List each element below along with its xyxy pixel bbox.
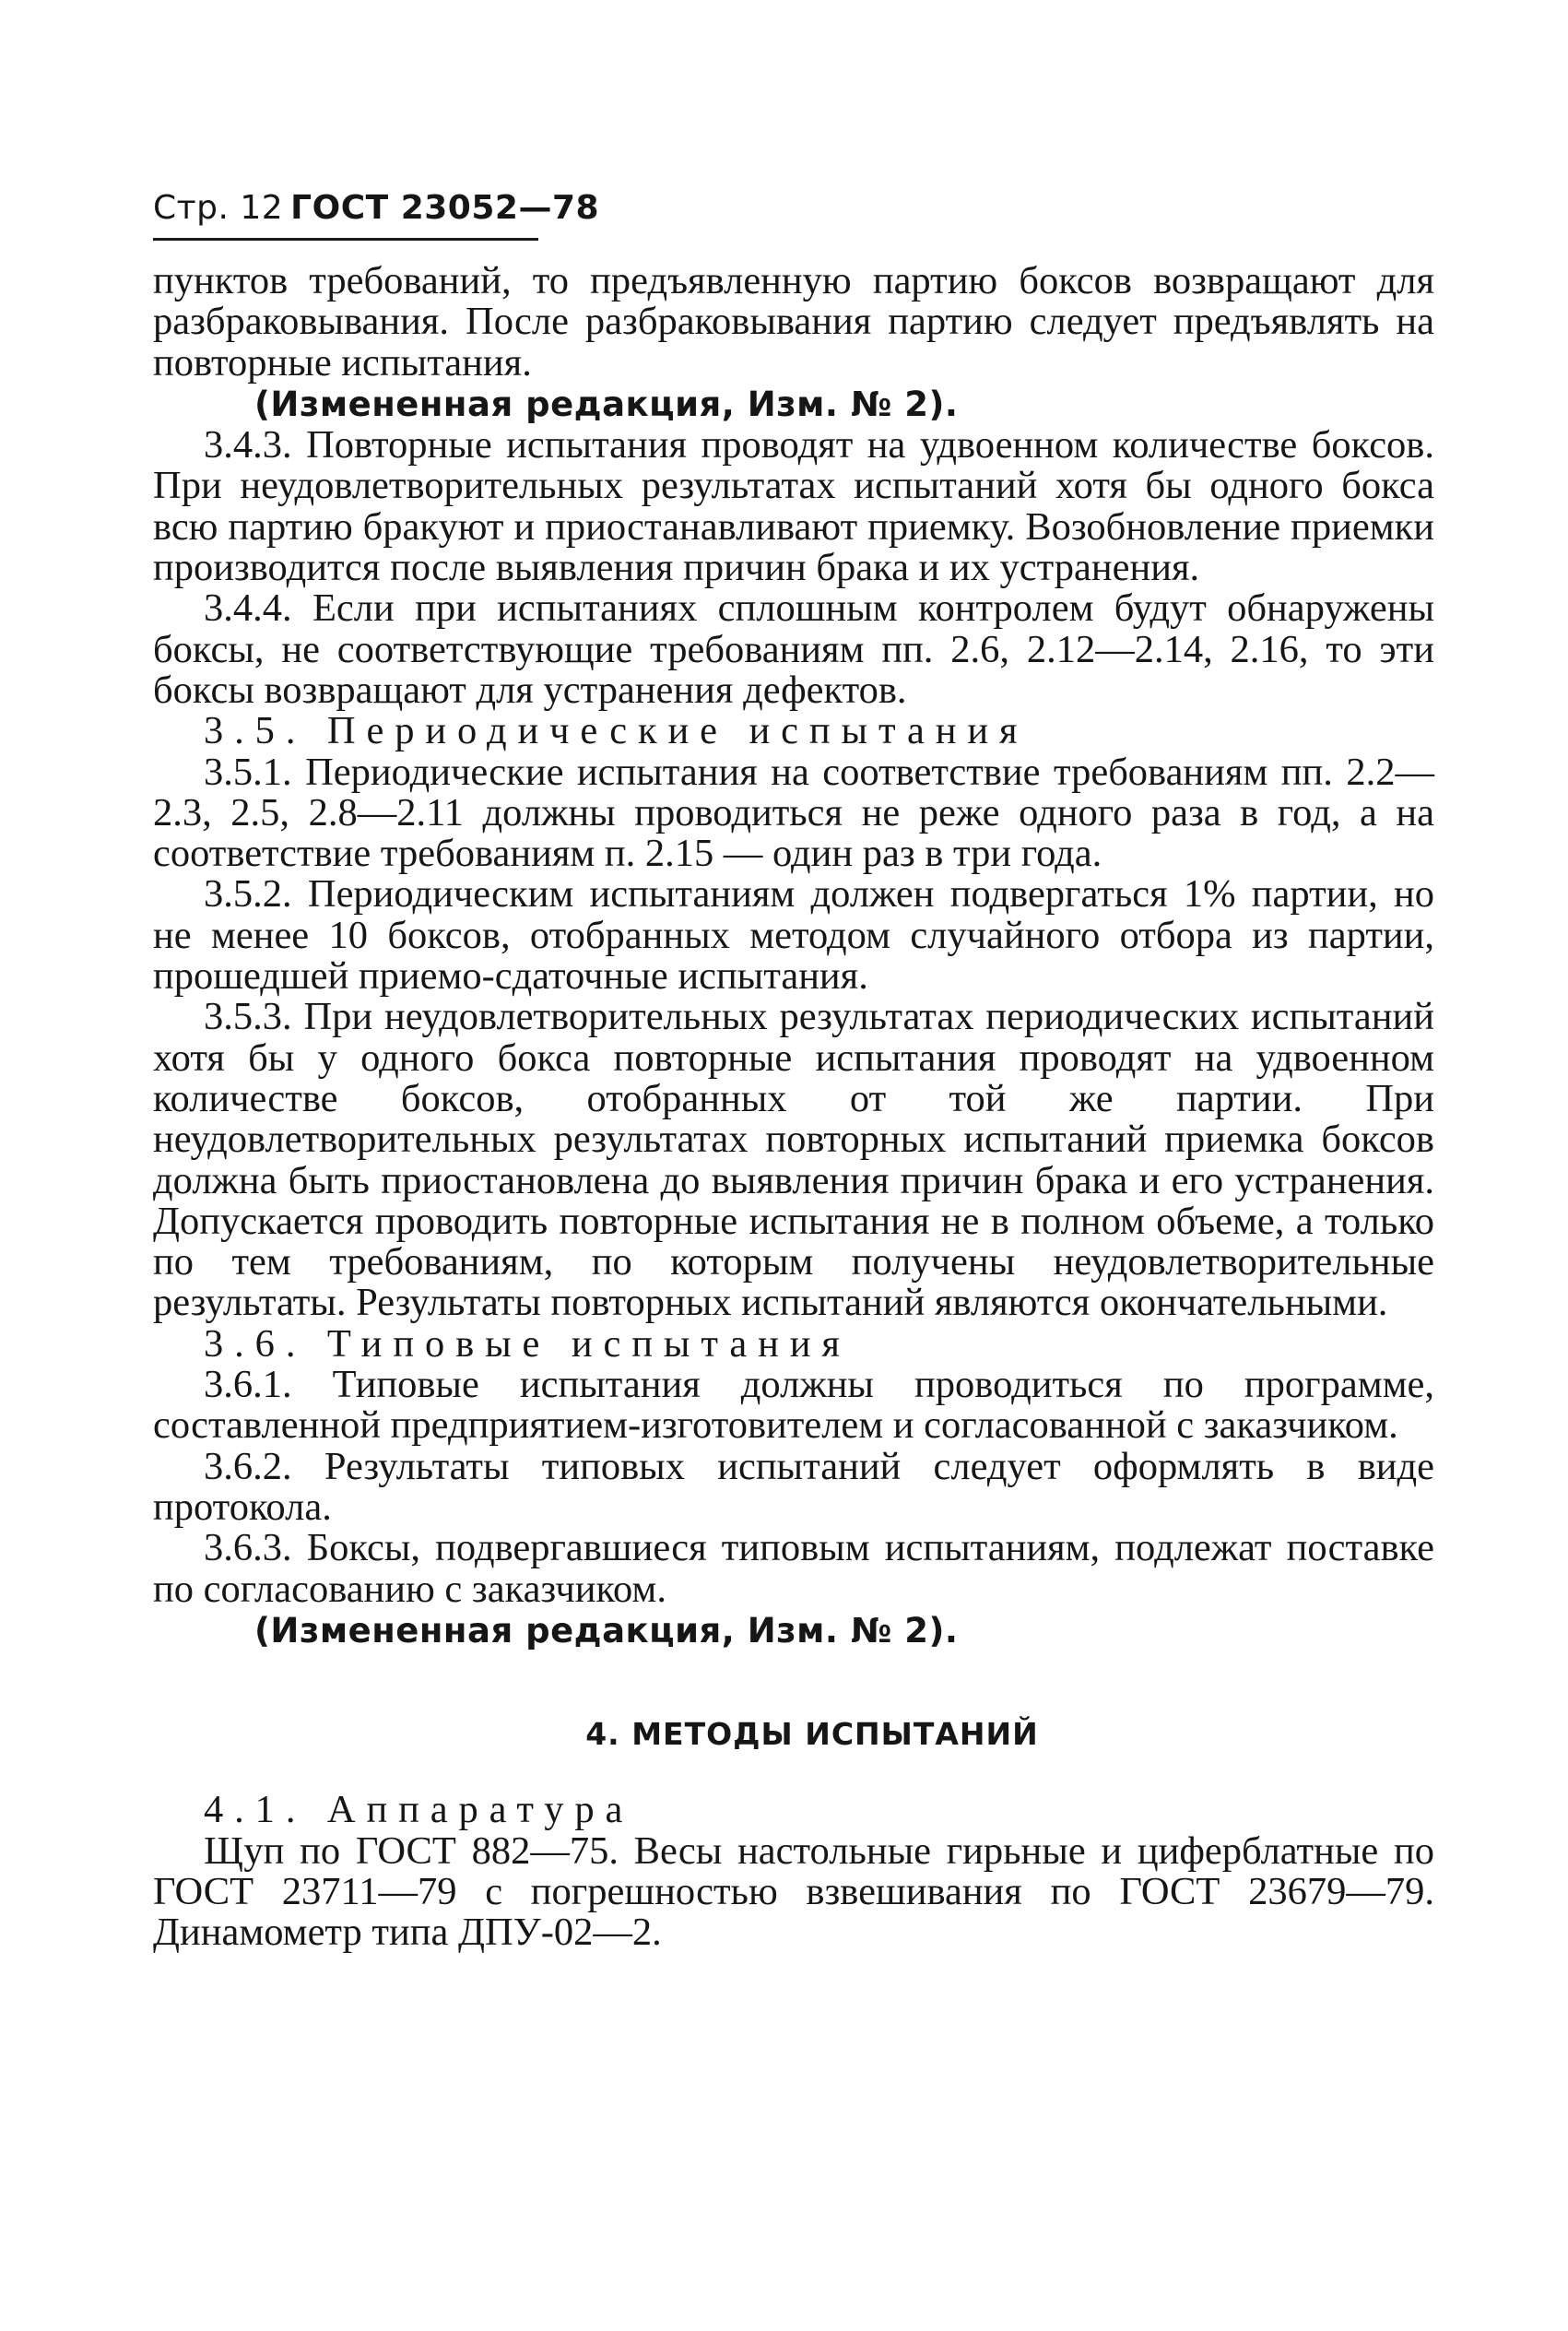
heading-3-6 <box>153 1321 1434 1366</box>
amendment-note <box>153 384 1434 425</box>
heading-3-5 <box>153 711 1434 751</box>
amendment-note-2-text: (Измененная редакция, Изм. № 2). <box>254 1610 959 1651</box>
heading-3-5-text: 3.5. Периодические испытания <box>204 709 1029 753</box>
page-header <box>153 188 599 229</box>
section-4-title: 4. МЕТОДЫ ИСПЫТАНИЙ <box>585 1716 1039 1753</box>
clause-3-4-3: 3.4.3. Повторные испытания проводят на удвоенном количестве боксов. При неудовлетворительных результатах испытаний хотя бы одного бокса всю партию бракуют и приостанавливают приемку. Возобновление приемки производится после выявления причин брака и их устранения. <box>153 423 1434 590</box>
header-rule <box>153 238 538 241</box>
heading-3-6-text: 3.6. Типовые испытания <box>204 1321 851 1366</box>
heading-4-1 <box>153 1790 1434 1830</box>
amendment-note-2 <box>153 1610 1434 1651</box>
document-body <box>153 261 1434 1954</box>
heading-4-1-text: 4.1. Аппаратура <box>204 1788 634 1832</box>
clause-3-5-1: 3.5.1. Периодические испытания на соответствие требованиям пп. 2.2—2.3, 2.5, 2.8—2.11 должны проводиться не реже одного раза в год, а на соответствие требованиям п. 2.15 — один раз в три года. <box>153 750 1434 876</box>
clause-3-5-2: 3.5.2. Периодическим испытаниям должен подвергаться 1% партии, но не менее 10 боксов, отобранных методом случайного отбора из партии, прошедшей приемо-сдаточные испытания. <box>153 872 1434 999</box>
page-number: Стр. 12 <box>153 189 284 227</box>
clause-3-6-2: 3.6.2. Результаты типовых испытаний следует оформлять в виде протокола. <box>153 1444 1434 1529</box>
clause-3-6-3: 3.6.3. Боксы, подвергавшиеся типовым испытаниям, подлежат поставке по согласованию с заказчиком. <box>153 1526 1434 1611</box>
paragraph-continuation: пунктов требований, то предъявленную партию боксов возвращают для разбраковывания. После разбраковывания партию следует предъявлять на повторные испытания. <box>153 259 1434 385</box>
clause-3-5-3: 3.5.3. При неудовлетворительных результатах периодических испытаний хотя бы у одного бокса повторные испытания проводят на удвоенном количестве боксов, отобранных от той же партии. При неудовлетворительных результатах повторных испытаний приемка боксов должна быть приостановлена до выявления причин брака и его устранения. Допускается проводить повторные испытания не в полном объеме, а только по тем требованиям, по которым получены неудовлетворительные результаты. Результаты повторных испытаний являются окончательными. <box>153 995 1434 1325</box>
clause-4-1-text: Щуп по ГОСТ 882—75. Весы настольные гирьные и циферблатные по ГОСТ 23711—79 с погрешностью взвешивания по ГОСТ 23679—79. Динамометр типа ДПУ-02—2. <box>153 1828 1434 1955</box>
amendment-note-text: (Измененная редакция, Изм. № 2). <box>254 384 959 424</box>
clause-3-4-4: 3.4.4. Если при испытаниях сплошным контролем будут обнаружены боксы, не соответствующие требованиям пп. 2.6, 2.12—2.14, 2.16, то эти боксы возвращают для устранения дефектов. <box>153 586 1434 712</box>
clause-3-6-1: 3.6.1. Типовые испытания должны проводиться по программе, составленной предприятием-изготовителем и согласованной с заказчиком. <box>153 1363 1434 1448</box>
standard-number: ГОСТ 23052—78 <box>290 189 600 227</box>
